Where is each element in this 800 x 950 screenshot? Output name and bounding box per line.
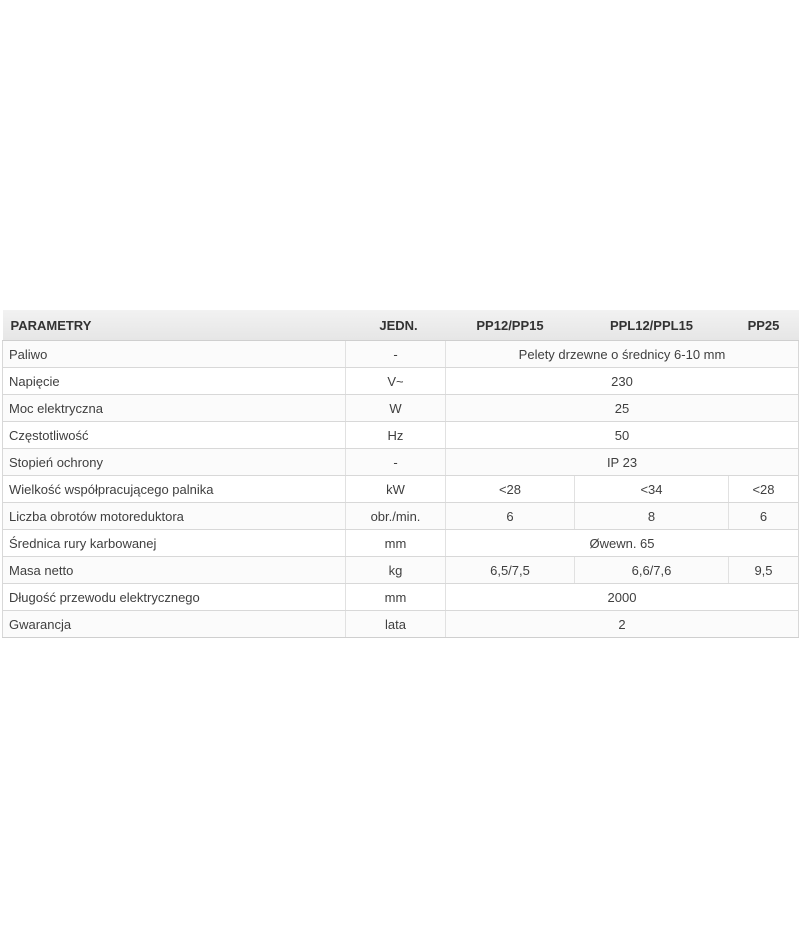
header-row bbox=[3, 310, 799, 341]
param-name: Masa netto bbox=[3, 557, 346, 584]
param-unit: mm bbox=[346, 584, 446, 611]
spec-table bbox=[2, 310, 799, 638]
param-value: 2 bbox=[446, 611, 799, 638]
value-ppl12-ppl15: 6,6/7,6 bbox=[575, 557, 729, 584]
value-pp12-pp15: <28 bbox=[446, 476, 575, 503]
param-unit: mm bbox=[346, 530, 446, 557]
param-name: Gwarancja bbox=[3, 611, 346, 638]
row-wielkosc-palnika bbox=[3, 476, 799, 503]
param-name: Napięcie bbox=[3, 368, 346, 395]
param-name: Średnica rury karbowanej bbox=[3, 530, 346, 557]
header-parametry: PARAMETRY bbox=[3, 310, 346, 341]
param-unit: lata bbox=[346, 611, 446, 638]
param-value: 230 bbox=[446, 368, 799, 395]
param-value: 2000 bbox=[446, 584, 799, 611]
param-unit: - bbox=[346, 341, 446, 368]
param-name: Stopień ochrony bbox=[3, 449, 346, 476]
param-value: 50 bbox=[446, 422, 799, 449]
row-liczba-obrotow bbox=[3, 503, 799, 530]
value-ppl12-ppl15: 8 bbox=[575, 503, 729, 530]
param-unit: V~ bbox=[346, 368, 446, 395]
row-gwarancja bbox=[3, 611, 799, 638]
param-value: Øwewn. 65 bbox=[446, 530, 799, 557]
value-pp25: 6 bbox=[729, 503, 799, 530]
header-ppl12-ppl15: PPL12/PPL15 bbox=[575, 310, 729, 341]
param-value: 25 bbox=[446, 395, 799, 422]
value-pp12-pp15: 6,5/7,5 bbox=[446, 557, 575, 584]
param-name: Wielkość współpracującego palnika bbox=[3, 476, 346, 503]
row-moc-elektryczna bbox=[3, 395, 799, 422]
row-czestotliwosc bbox=[3, 422, 799, 449]
value-pp12-pp15: 6 bbox=[446, 503, 575, 530]
row-srednica-rury bbox=[3, 530, 799, 557]
row-napiecie bbox=[3, 368, 799, 395]
param-value: IP 23 bbox=[446, 449, 799, 476]
param-unit: kg bbox=[346, 557, 446, 584]
header-pp25: PP25 bbox=[729, 310, 799, 341]
param-unit: obr./min. bbox=[346, 503, 446, 530]
row-masa-netto bbox=[3, 557, 799, 584]
param-unit: kW bbox=[346, 476, 446, 503]
param-unit: - bbox=[346, 449, 446, 476]
value-ppl12-ppl15: <34 bbox=[575, 476, 729, 503]
header-pp12-pp15: PP12/PP15 bbox=[446, 310, 575, 341]
value-pp25: <28 bbox=[729, 476, 799, 503]
param-name: Liczba obrotów motoreduktora bbox=[3, 503, 346, 530]
param-unit: W bbox=[346, 395, 446, 422]
row-stopien-ochrony bbox=[3, 449, 799, 476]
param-name: Paliwo bbox=[3, 341, 346, 368]
param-name: Długość przewodu elektrycznego bbox=[3, 584, 346, 611]
param-unit: Hz bbox=[346, 422, 446, 449]
header-jedn: JEDN. bbox=[346, 310, 446, 341]
param-name: Częstotliwość bbox=[3, 422, 346, 449]
param-name: Moc elektryczna bbox=[3, 395, 346, 422]
value-pp25: 9,5 bbox=[729, 557, 799, 584]
row-paliwo bbox=[3, 341, 799, 368]
param-value: Pelety drzewne o średnicy 6-10 mm bbox=[446, 341, 799, 368]
row-dlugosc-przewodu bbox=[3, 584, 799, 611]
